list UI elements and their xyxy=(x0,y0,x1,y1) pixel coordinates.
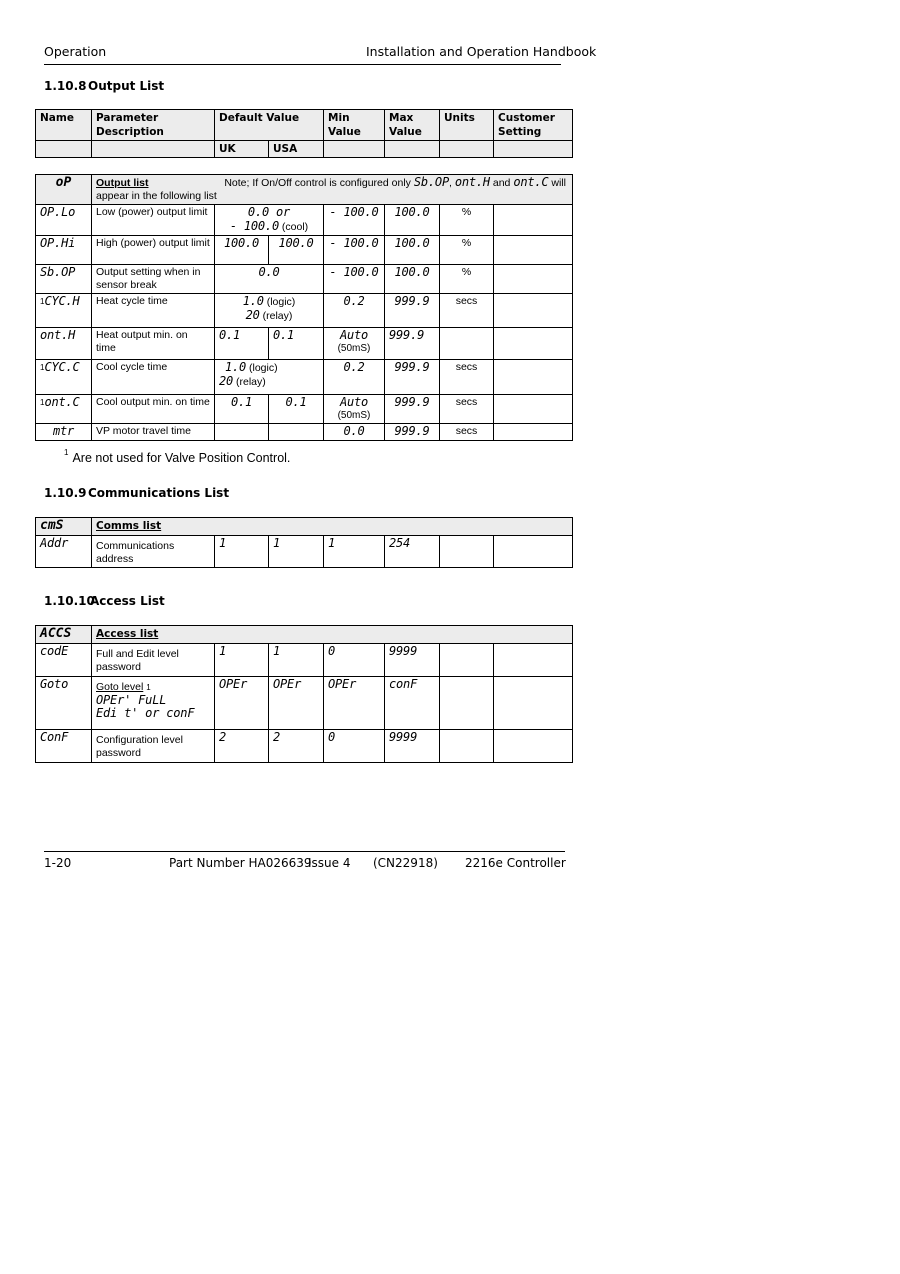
customer-setting xyxy=(494,677,573,730)
default-value: 0.0 xyxy=(258,265,280,279)
list-code: ACCS xyxy=(40,626,72,641)
section-number: 1.10.9 xyxy=(44,486,87,500)
table-row xyxy=(36,677,573,730)
param-code: Sb.OP xyxy=(40,265,76,279)
param-code: CYC.C xyxy=(44,360,80,374)
units: secs xyxy=(440,395,494,424)
customer-setting xyxy=(494,294,573,328)
note-sep: , xyxy=(448,177,452,189)
max-value: 999.9 xyxy=(394,360,430,374)
param-desc: Low (power) output limit xyxy=(92,205,215,236)
max-value: 999.9 xyxy=(394,424,430,438)
col-max-header: Max Value xyxy=(385,110,440,141)
section-number: 1.10.10 xyxy=(44,594,95,608)
customer-setting xyxy=(494,395,573,424)
list-title: Output list xyxy=(96,177,149,189)
default-value: 1.0 (logic) 20 (relay) xyxy=(215,360,324,395)
footnote-marker: 1 xyxy=(64,448,69,457)
param-desc: Communications address xyxy=(92,536,215,568)
units xyxy=(440,644,494,677)
customer-setting xyxy=(494,424,573,441)
footnote xyxy=(64,448,291,465)
uk-value: 0.1 xyxy=(230,395,253,409)
list-header-row xyxy=(36,626,573,644)
header-rule xyxy=(44,64,561,65)
units: secs xyxy=(440,294,494,328)
note-code: ont.H xyxy=(454,175,490,189)
max-value: 999.9 xyxy=(394,294,430,308)
usa-value: 0.1 xyxy=(285,395,307,409)
col-usa-header: USA xyxy=(269,141,324,158)
max-value: 100.0 xyxy=(394,236,430,250)
table-row: $^1$ont.C Cool output min. on time 0.1 0.1 Auto (50mS) 999.9 secs xyxy=(36,395,573,424)
section-title-comms xyxy=(44,486,229,500)
list-header-row xyxy=(36,175,573,205)
min-value: 1 xyxy=(328,536,336,550)
footer-rule xyxy=(44,851,565,852)
units xyxy=(440,730,494,763)
min-value: 0 xyxy=(328,644,336,658)
units xyxy=(440,677,494,730)
customer-setting xyxy=(494,360,573,395)
section-label: Output List xyxy=(88,79,165,93)
param-desc: Configuration level password xyxy=(92,730,215,763)
max-value: 254 xyxy=(389,536,411,550)
col-default-header: Default Value xyxy=(215,110,324,141)
comms-list-table xyxy=(35,517,573,568)
col-min-header: Min Value xyxy=(324,110,385,141)
list-header-row xyxy=(36,518,573,536)
table-row: $^1$CYC.H Heat cycle time 1.0 (logic) 20 (relay) 0.2 999.9 secs xyxy=(36,294,573,328)
param-code: Addr xyxy=(40,536,69,550)
uk-value: OPEr xyxy=(219,677,248,691)
param-code: ont.H xyxy=(40,328,76,342)
min-value: 0.2 xyxy=(343,360,365,374)
usa-value: 0.1 xyxy=(273,328,295,342)
param-desc: Output setting when in sensor break xyxy=(92,265,215,294)
max-value: 999.9 xyxy=(389,328,425,342)
default-value: 0.0 or - 100.0 (cool) xyxy=(215,205,324,236)
max-value: 9999 xyxy=(389,644,418,658)
table-row xyxy=(36,328,573,360)
min-value: - 100.0 xyxy=(329,205,379,219)
min-value: 0.2 xyxy=(343,294,365,308)
column-header-table xyxy=(35,109,573,158)
param-desc: Heat output min. on time xyxy=(92,328,215,360)
uk-value: 1 xyxy=(219,644,227,658)
footer-part-number: Part Number HA026639 xyxy=(169,856,312,870)
note-code: ont.C xyxy=(513,175,549,189)
units: % xyxy=(440,265,494,294)
footer-cn: (CN22918) xyxy=(373,856,438,870)
param-code: ont.C xyxy=(44,395,80,409)
param-code: OP.Lo xyxy=(40,205,76,219)
customer-setting xyxy=(494,236,573,265)
uk-value: 2 xyxy=(219,730,227,744)
units: secs xyxy=(440,360,494,395)
header-right: Installation and Operation Handbook xyxy=(366,44,597,59)
customer-setting xyxy=(494,644,573,677)
min-value: - 100.0 xyxy=(329,265,379,279)
header-left: Operation xyxy=(44,44,107,59)
min-value: Auto (50mS) xyxy=(324,328,385,360)
section-title-output xyxy=(44,79,164,93)
list-code: cmS xyxy=(40,518,64,533)
units: secs xyxy=(440,424,494,441)
table-row: $^1$CYC.C Cool cycle time 1.0 (logic) 20 (relay) 0.2 999.9 secs xyxy=(36,360,573,395)
param-desc: Full and Edit level password xyxy=(92,644,215,677)
max-value: conF xyxy=(389,677,418,691)
list-title: Comms list xyxy=(96,520,162,532)
usa-value: 1 xyxy=(273,644,281,658)
param-desc: VP motor travel time xyxy=(92,424,215,441)
param-desc: Goto level $^1$ OPEr' FuLL Edi t' or conF xyxy=(92,677,215,730)
param-desc: High (power) output limit xyxy=(92,236,215,265)
max-value: 9999 xyxy=(389,730,418,744)
table-row xyxy=(36,236,573,265)
param-code: ConF xyxy=(40,730,69,744)
section-label: Communications List xyxy=(88,486,230,500)
footer-product: 2216e Controller xyxy=(465,856,566,870)
default-value: 1.0 (logic) 20 (relay) xyxy=(215,294,324,328)
table-row xyxy=(36,644,573,677)
table-row xyxy=(36,730,573,763)
col-units-header: Units xyxy=(440,110,494,141)
uk-value: 0.1 xyxy=(219,328,241,342)
usa-value: 2 xyxy=(273,730,281,744)
footer-page-number: 1-20 xyxy=(44,856,72,870)
param-code: CYC.H xyxy=(44,294,80,308)
access-list-table xyxy=(35,625,573,763)
param-code: Goto xyxy=(40,677,69,691)
col-name-header: Name xyxy=(36,110,92,141)
list-code: oP xyxy=(55,175,72,190)
min-value: 0 xyxy=(328,730,336,744)
note-code: Sb.OP xyxy=(413,175,449,189)
uk-value: 100.0 xyxy=(223,236,260,250)
col-customer-header: Customer Setting xyxy=(494,110,573,141)
param-code: mtr xyxy=(52,424,75,438)
table-row xyxy=(36,424,573,441)
customer-setting xyxy=(494,730,573,763)
table-row xyxy=(36,536,573,568)
param-desc: Cool cycle time xyxy=(92,360,215,395)
customer-setting xyxy=(494,265,573,294)
note-suffix: will appear in the following list xyxy=(96,177,566,202)
max-value: 100.0 xyxy=(394,205,430,219)
uk-value: 1 xyxy=(219,536,227,550)
usa-value: 1 xyxy=(273,536,281,550)
param-desc: Heat cycle time xyxy=(92,294,215,328)
min-value: - 100.0 xyxy=(329,236,379,250)
col-uk-header: UK xyxy=(215,141,269,158)
param-code: codE xyxy=(40,644,69,658)
section-title-access xyxy=(44,594,165,608)
list-note: Note; If On/Off control is configured only xyxy=(224,177,411,189)
units xyxy=(440,536,494,568)
footer-issue: Issue 4 xyxy=(308,856,351,870)
units: % xyxy=(440,205,494,236)
min-value: Auto (50mS) xyxy=(324,395,385,424)
units: % xyxy=(440,236,494,265)
section-number: 1.10.8 xyxy=(44,79,87,93)
list-title: Access list xyxy=(96,628,159,640)
param-code: OP.Hi xyxy=(40,236,76,250)
footnote-text: Are not used for Valve Position Control. xyxy=(72,451,291,465)
min-value: OPEr xyxy=(328,677,357,691)
col-param-header: Parameter Description xyxy=(92,110,215,141)
table-row xyxy=(36,265,573,294)
customer-setting xyxy=(494,205,573,236)
section-label: Access List xyxy=(90,594,165,608)
output-list-table xyxy=(35,174,573,441)
customer-setting xyxy=(494,328,573,360)
table-row xyxy=(36,205,573,236)
max-value: 100.0 xyxy=(394,265,430,279)
note-and: and xyxy=(492,177,511,189)
max-value: 999.9 xyxy=(394,395,430,409)
customer-setting xyxy=(494,536,573,568)
usa-value: OPEr xyxy=(273,677,302,691)
usa-value: 100.0 xyxy=(278,236,314,250)
param-desc: Cool output min. on time xyxy=(92,395,215,424)
units xyxy=(440,328,494,360)
min-value: 0.0 xyxy=(343,424,365,438)
